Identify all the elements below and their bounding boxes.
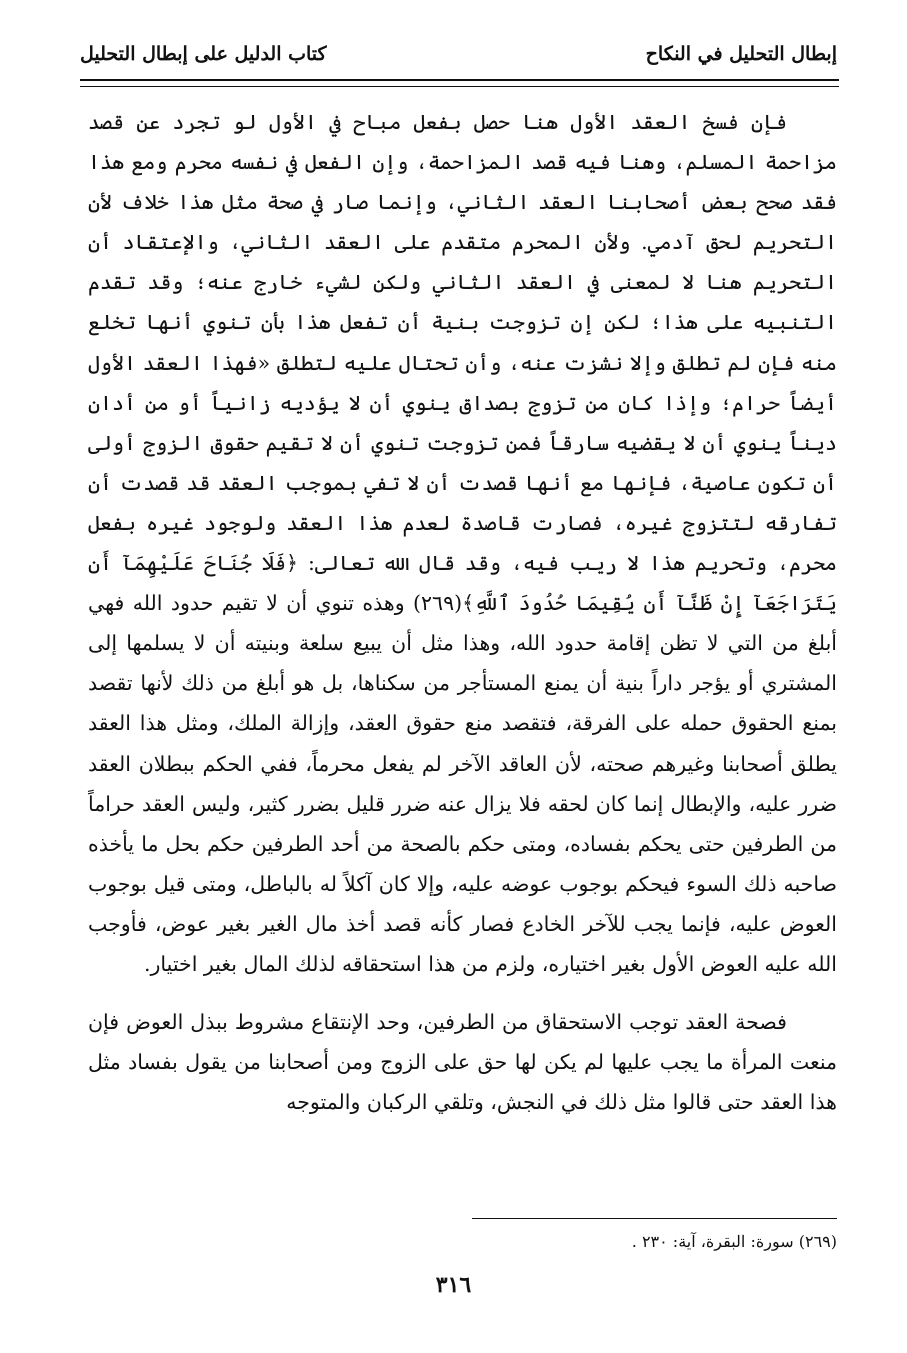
- header-rule-thick: [80, 79, 839, 81]
- footnote: (٢٦٩) سورة: البقرة، آية: ٢٣٠ .: [631, 1232, 837, 1251]
- running-header: [80, 34, 837, 74]
- paragraph-2: فصحة العقد توجب الاستحقاق من الطرفين، وحد الإنتقاع مشروط ببذل العوض فإن منعت المرأة ما يجب عليها لم يكن لها حق على الزوج ومن أصحابنا من يقول بفساد مثل هذا العقد حتى قالوا مثل ذلك في النجش، وتلقي الركبان والمتوجه: [88, 1010, 837, 1115]
- main-text: [88, 102, 837, 1122]
- header-chapter-title: إبطال التحليل في النكاح: [645, 43, 837, 65]
- paragraph-1: فإن فسخ العقد الأول هنا حصل بفعل مباح في الأول لو تجرد عن قصد مزاحمة المسلم، وهنا فيه قصد المزاحمة، وإن الفعل في نفسه محرم ومع هذا فقد صحح بعض أصحابنا العقد الثاني، وإنما صار في صحة مثل هذا خلاف لأن التحريم لحق آدمي. ولأن المحرم متقدم على العقد الثاني، والإعتقاد أن التحريم هنا لا لمعنى في العقد الثاني ولكن لشيء خارج عنه؛ وقد تقدم التنبيه على هذا؛ لكن إن تزوجت بنية أن تفعل هذا بأن تنوي أنها تخلع منه فإن لم تطلق وإلا نشزت عنه، وأن تحتال عليه لتطلق «فهذا العقد الأول أيضاً حرام؛ وإذا كان من تزوج بصداق ينوي أن لا يؤديه زانياً أو من أدان ديناً ينوي أن لا يقضيه سارقاً فمن تزوجت تنوي أن لا تقيم حقوق الزوج أولى أن تكون عاصية، فإنها مع أنها قصدت أن لا تفي بموجب العقد قد قصدت أن تفارقه لتتزوج غيره، فصارت قاصدة لعدم هذا العقد ولوجود غيره بفعل محرم، وتحريم هذا لا ريب فيه، وقد قال الله تعالى: ﴿فَلَا جُنَاحَ عَلَيْهِمَآ أَن يَتَرَاجَعَآ إِنْ ظَنَّآ أَن يُقِيمَا حُدُودَ ٱللَّهِ﴾(٢٦٩) وهذه تنوي أن لا تقيم حدود الله فهي أبلغ من التي لا تظن إقامة حدود الله، وهذا مثل أن يبيع سلعة وبنيته أن لا يسلمها إلى المشتري أو يؤجر داراً بنية أن يمنع المستأجر من سكناها، بل هو أبلغ من ذلك لأنها تقصد بمنع الحقوق حمله على الفرقة، فتقصد منع حقوق العقد، وإزالة الملك، ومثل هذا العقد يطلق أصحابنا وغيرهم صحته، لأن العاقد الآخر لم يفعل محرماً، ففي الحكم ببطلان العقد ضرر عليه، والإبطال إنما كان لحقه فلا يزال عنه ضرر قليل بضرر كثير، وليس العقد حراماً من الطرفين حتى يحكم بفساده، ومتى حكم بالصحة من أحد الطرفين حكم بحل ما يأخذه صاحبه ذلك السوء فيحكم بوجوب عوضه عليه، وإلا كان آكلاً له بالباطل، ومتى قيل بوجوب العوض عليه، فإنما يجب للآخر الخادع فصار كأنه قصد أخذ مال الغير بغير عوض، فأوجب الله عليه العوض الأول بغير اختياره، ولزم من هذا استحقاقه لذلك المال بغير اختيار.: [88, 110, 837, 976]
- footnote-rule: [472, 1218, 837, 1219]
- header-rule-thin: [80, 86, 839, 87]
- header-book-title: كتاب الدليل على إبطال التحليل: [80, 43, 327, 65]
- page-number: ٣١٦: [435, 1272, 472, 1298]
